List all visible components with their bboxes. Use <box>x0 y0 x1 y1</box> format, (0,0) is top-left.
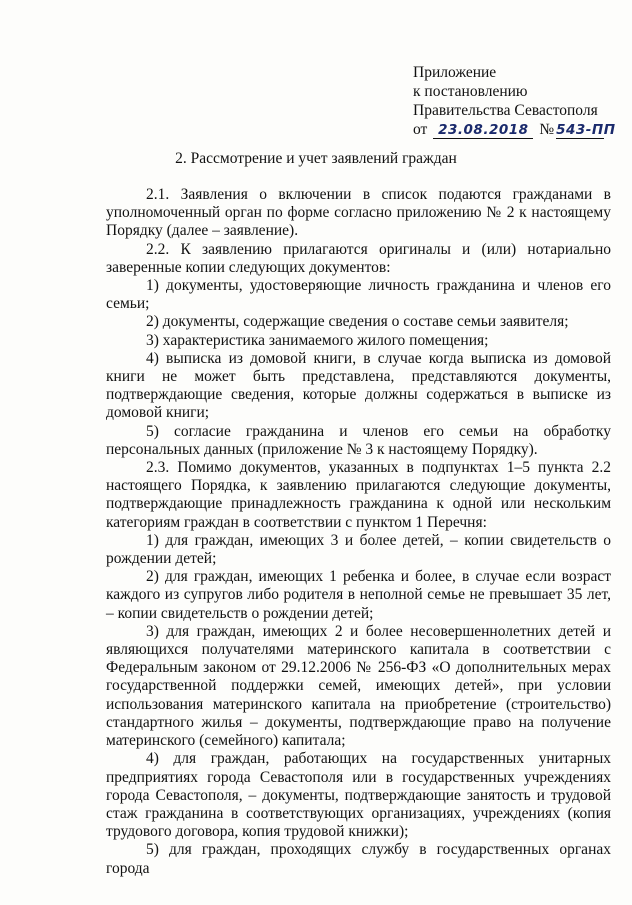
item-2-3-5: 5) для граждан, проходящих службу в государственных органах города <box>106 841 611 877</box>
number-prefix: № <box>539 121 555 138</box>
item-2-2-4: 4) выписка из домовой книги, в случае когда выписка из домовой книги не может быть представлена, представляются документы, подтверждающие сведения, которые должны содержаться в выписке из домовой книги; <box>106 349 611 422</box>
handwritten-number: 543-ПП <box>556 122 616 138</box>
handwritten-date: 23.08.2018 <box>433 123 533 139</box>
paragraph-2-2: 2.2. К заявлению прилагаются оригиналы и (или) нотариально заверенные копии следующих документов: <box>106 240 611 276</box>
item-2-2-2: 2) документы, содержащие сведения о составе семьи заявителя; <box>146 313 569 331</box>
date-number-line <box>413 120 616 139</box>
appendix-label: Приложение <box>413 64 497 81</box>
document-body <box>106 186 611 878</box>
item-2-3-3: 3) для граждан, имеющих 2 и более несовершеннолетних детей и являющихся получателями материнского капитала в соответствии с Федеральным законом от 29.12.2006 № 256-ФЗ «О дополнительных мерах государственной поддержки семей, имеющих детей», при условии использования материнского капитала на приобретение (строительство) стандартного жилья – документы, подтверждающие право на получение материнского (семейного) капитала; <box>106 622 611 750</box>
resolution-label: к постановлению <box>413 83 528 100</box>
item-2-2-1: 1) документы, удостоверяющие личность гражданина и членов его семьи; <box>106 277 611 313</box>
item-2-3-4: 4) для граждан, работающих на государственных унитарных предприятиях города Севастополя или в государственных учреждениях города Севастополя, – документы, подтверждающие занятость и трудовой стаж гражданина в соответствующих организациях, учреждениях (копия трудового договора, копия трудовой книжки); <box>106 750 611 841</box>
appendix-header <box>413 63 616 139</box>
section-title: 2. Рассмотрение и учет заявлений граждан <box>175 150 457 167</box>
item-2-2-5: 5) согласие гражданина и членов его семьи на обработку персональных данных (приложение № 3 к настоящему Порядку). <box>106 422 611 458</box>
government-label: Правительства Севастополя <box>413 102 598 119</box>
paragraph-2-3: 2.3. Помимо документов, указанных в подпунктах 1–5 пункта 2.2 настоящего Порядка, к заявлению прилагаются следующие документы, подтверждающие принадлежность гражданина к одной или нескольким категориям граждан в соответствии с пунктом 1 Перечня: <box>106 459 611 531</box>
paragraph-2-1: 2.1. Заявления о включении в список подаются гражданами в уполномоченный орган по форме согласно приложению № 2 к настоящему Порядку (далее – заявление). <box>106 186 611 240</box>
item-2-3-2: 2) для граждан, имеющих 1 ребенка и более, в случае если возраст каждого из супругов либо родителя в неполной семье не превышает 35 лет, – копии свидетельств о рождении детей; <box>106 568 611 622</box>
date-prefix: от <box>413 121 428 138</box>
item-2-3-1: 1) для граждан, имеющих 3 и более детей, – копии свидетельств о рождении детей; <box>106 531 611 568</box>
item-2-2-3: 3) характеристика занимаемого жилого помещения; <box>146 331 489 349</box>
